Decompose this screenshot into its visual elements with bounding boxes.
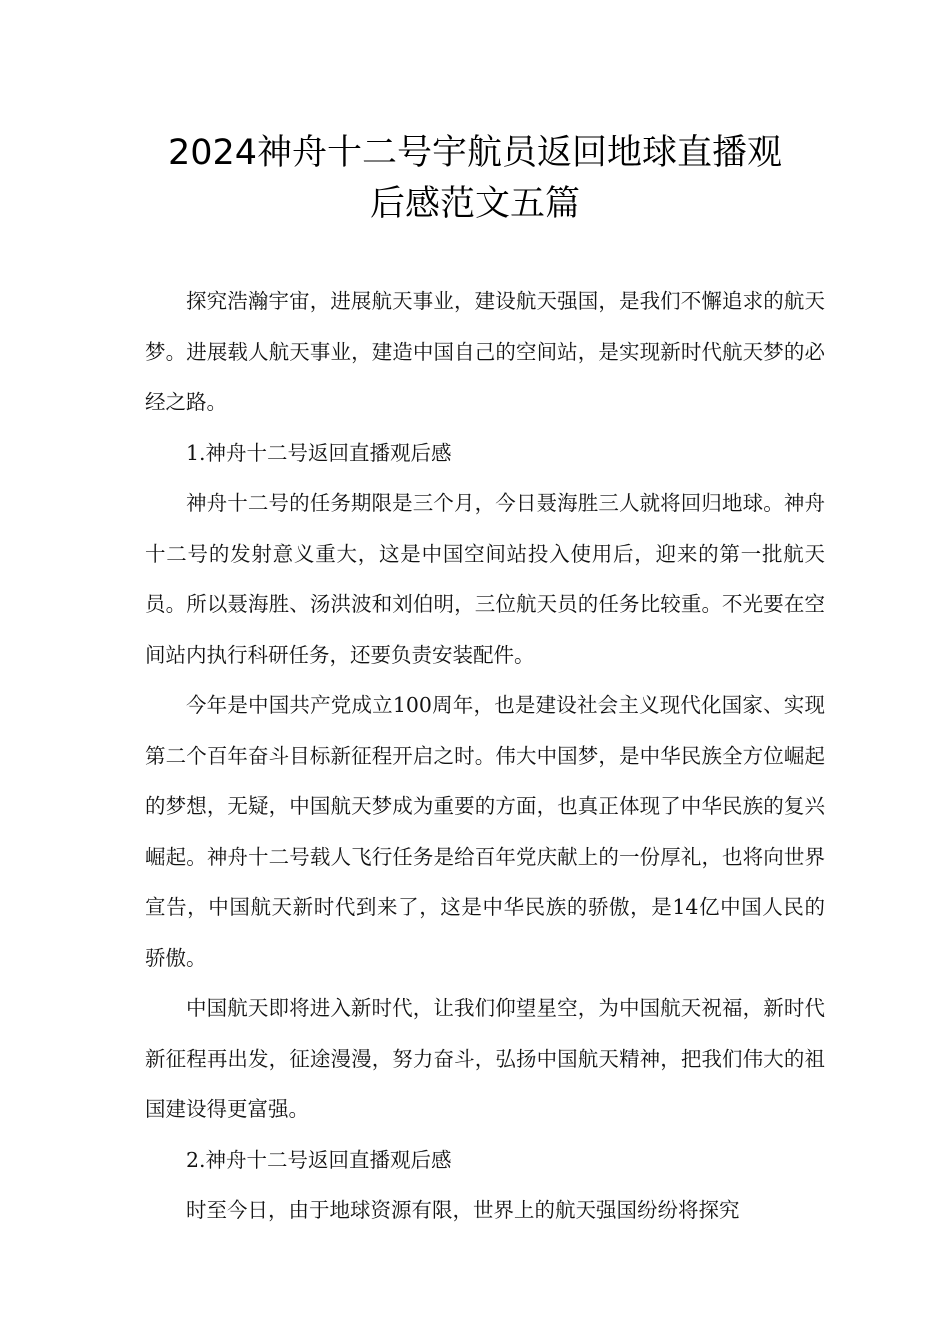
body-paragraph: 神舟十二号的任务期限是三个月，今日聂海胜三人就将回归地球。神舟十二号的发射意义重大，这是中国空间站投入使用后，迎来的第一批航天员。所以聂海胜、汤洪波和刘伯明，三位航天员的任务比较重。不光要在空间站内执行科研任务，还要负责安装配件。 (145, 491, 825, 667)
document-body (145, 276, 825, 1236)
body-paragraph: 中国航天即将进入新时代，让我们仰望星空，为中国航天祝福，新时代新征程再出发，征途漫漫，努力奋斗，弘扬中国航天精神，把我们伟大的祖国建设得更富强。 (145, 996, 825, 1121)
section-heading-2: 2.神舟十二号返回直播观后感 (186, 1147, 452, 1172)
document-title-line-1: 2024神舟十二号宇航员返回地球直播观 (167, 133, 783, 173)
body-paragraph: 时至今日，由于地球资源有限，世界上的航天强国纷纷将探究 (186, 1198, 740, 1222)
document-title-line-2: 后感范文五篇 (369, 184, 580, 224)
section-heading-1: 1.神舟十二号返回直播观后感 (186, 440, 452, 465)
body-paragraph: 今年是中国共产党成立100周年，也是建设社会主义现代化国家、实现第二个百年奋斗目标新征程开启之时。伟大中国梦，是中华民族全方位崛起的梦想，无疑，中国航天梦成为重要的方面，也真正体现了中华民族的复兴崛起。神舟十二号载人飞行任务是给百年党庆献上的一份厚礼，也将向世界宣告，中国航天新时代到来了，这是中华民族的骄傲，是14亿中国人民的骄傲。 (145, 693, 825, 970)
intro-paragraph: 探究浩瀚宇宙，进展航天事业，建设航天强国，是我们不懈追求的航天梦。进展载人航天事业，建造中国自己的空间站，是实现新时代航天梦的必经之路。 (145, 289, 825, 414)
document-title (100, 128, 850, 230)
